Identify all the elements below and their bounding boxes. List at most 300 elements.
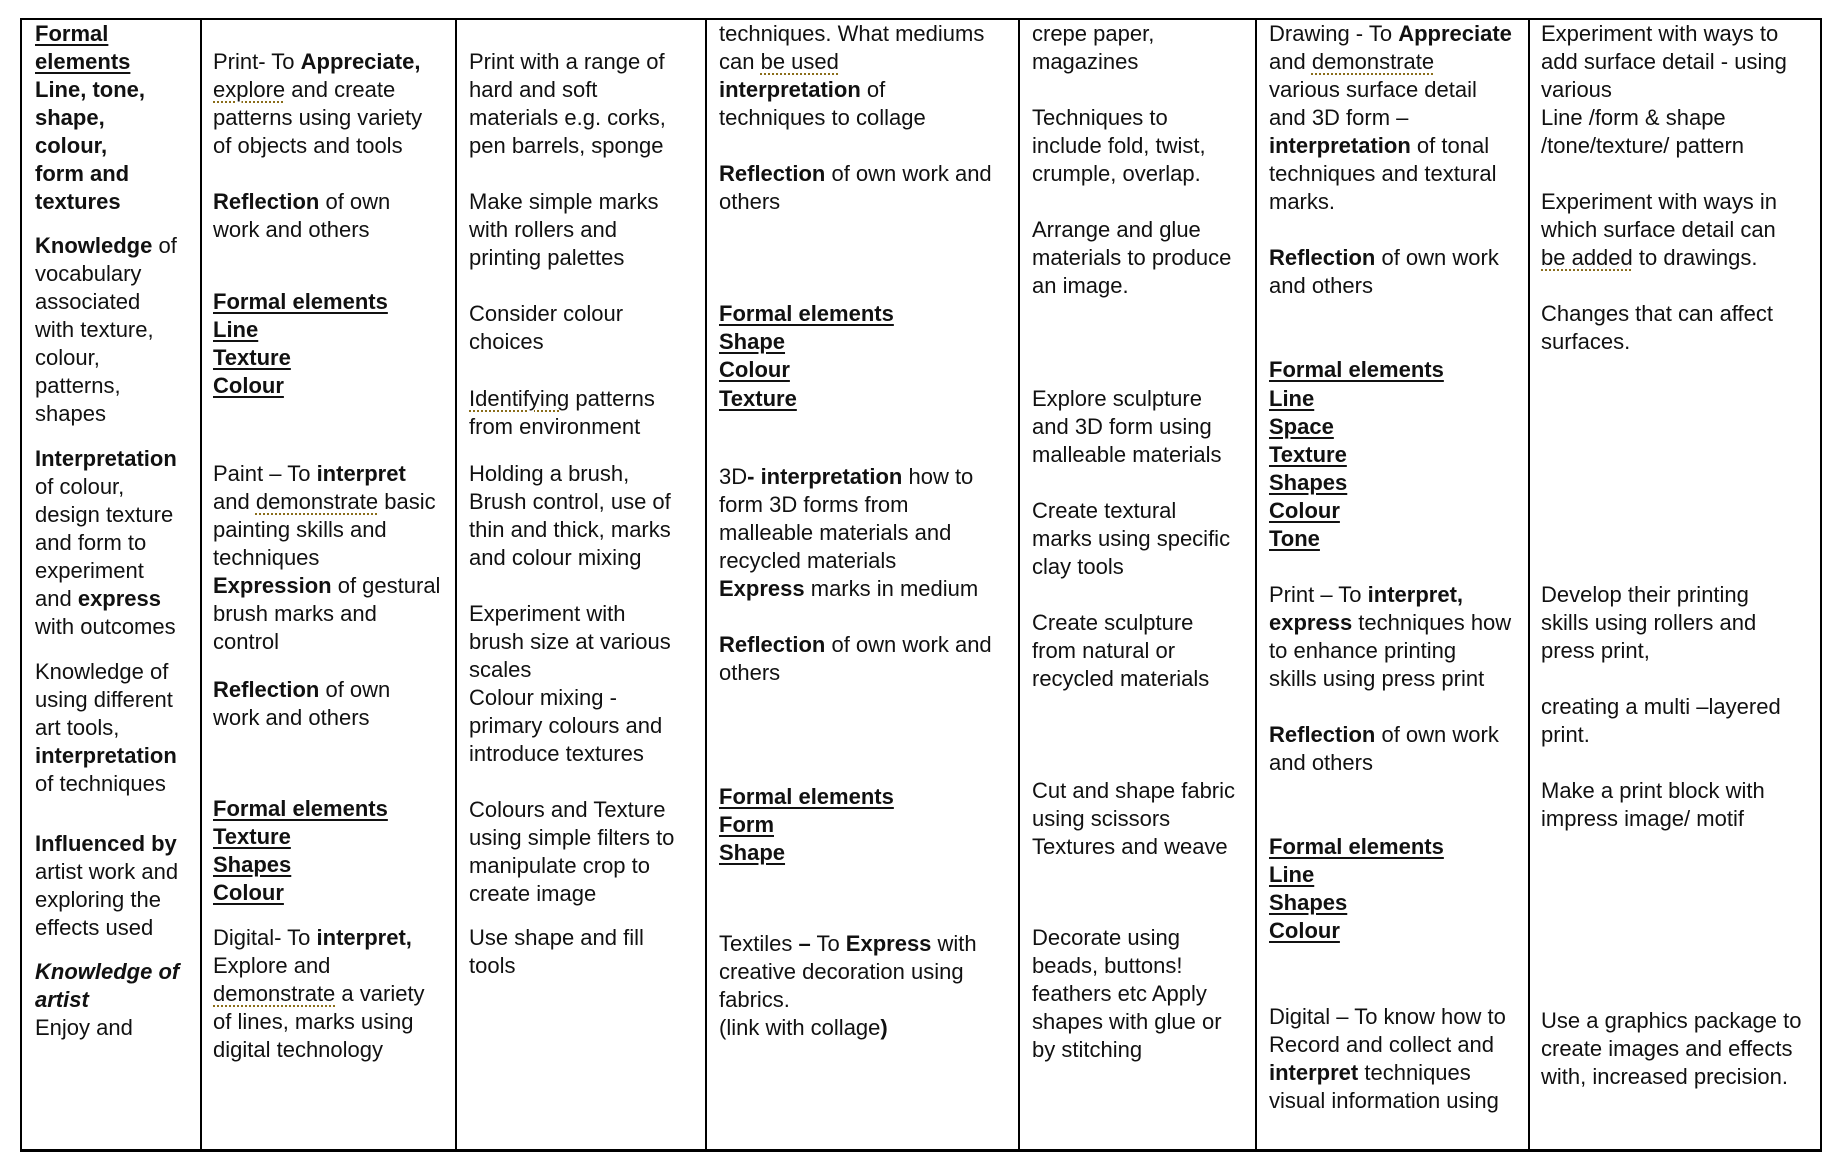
text-run: of own work and: [825, 161, 992, 186]
text-run: impress image/ motif: [1541, 806, 1744, 831]
text-run: demonstrate: [1311, 49, 1435, 74]
text-run: manipulate crop to: [469, 853, 650, 878]
text-run: Line: [1269, 386, 1315, 411]
cell-text-line: [719, 188, 780, 216]
text-run: techniques to collage: [719, 105, 926, 130]
text-run: ): [880, 1015, 888, 1040]
text-run: Create sculpture: [1032, 610, 1194, 635]
cell-text-line: [1269, 749, 1373, 777]
cell-text-line: [1541, 328, 1630, 356]
text-run: Appreciate,: [300, 49, 421, 74]
text-run: Interpretation: [35, 446, 177, 471]
text-run: express: [1269, 610, 1353, 635]
text-run: of own work: [1375, 245, 1499, 270]
cell-text-line: [1269, 833, 1444, 861]
text-run: explore: [213, 77, 286, 102]
text-run: techniques: [213, 545, 320, 570]
cell-text-line: [1032, 553, 1124, 581]
text-run: Reflection: [719, 632, 826, 657]
text-run: patterns,: [35, 373, 121, 398]
cell-text-line: [1032, 525, 1230, 553]
text-run: Line: [1269, 862, 1315, 887]
text-run: Cut and shape fabric: [1032, 778, 1236, 803]
text-run: Space: [1269, 414, 1334, 439]
text-run: creative decoration using: [719, 959, 964, 984]
cell-text-line: [719, 930, 977, 958]
cell-text-line: [469, 488, 671, 516]
cell-text-line: [1269, 469, 1347, 497]
cell-text-line: [1269, 48, 1434, 76]
cell-text-line: [1269, 917, 1340, 945]
text-run: patterns: [569, 386, 655, 411]
cell-text-line: [35, 188, 121, 216]
text-run: of techniques: [35, 771, 166, 796]
cell-text-line: [1269, 76, 1477, 104]
text-run: various: [1541, 77, 1612, 102]
cell-text-line: [719, 631, 992, 659]
cell-text-line: [1032, 441, 1222, 469]
text-run: be used: [760, 49, 839, 74]
text-run: demonstrate: [213, 981, 336, 1006]
text-run: using scissors: [1032, 806, 1171, 831]
text-run: Formal elements: [213, 289, 388, 314]
text-run: Formal elements: [719, 784, 894, 809]
text-run: Formal elements: [1269, 834, 1444, 859]
cell-text-line: [35, 858, 178, 886]
cell-text-line: [1269, 160, 1497, 188]
cell-text-line: [1269, 889, 1347, 917]
cell-text-line: [35, 658, 168, 686]
cell-text-line: [719, 300, 894, 328]
text-run: Reflection: [719, 161, 826, 186]
text-run: introduce textures: [469, 741, 644, 766]
text-run: Formal elements: [1269, 357, 1444, 382]
cell-text-line: [1269, 1003, 1506, 1031]
cell-text-line: [1032, 160, 1201, 188]
cell-text-line: [1541, 721, 1590, 749]
text-run: choices: [469, 329, 544, 354]
text-run: Colour: [213, 880, 284, 905]
text-run: various surface detail: [1269, 77, 1477, 102]
text-run: print.: [1541, 722, 1590, 747]
cell-text-line: [1541, 777, 1765, 805]
text-run: Texture: [213, 345, 291, 370]
cell-text-line: [213, 952, 330, 980]
cell-text-line: [213, 488, 436, 516]
text-run: interpret: [316, 461, 406, 486]
text-run: Changes that can affect: [1541, 301, 1773, 326]
text-run: digital technology: [213, 1037, 384, 1062]
text-run: techniques and textural: [1269, 161, 1497, 186]
text-run: shapes with glue or: [1032, 1009, 1222, 1034]
text-run: techniques. What mediums: [719, 21, 985, 46]
cell-text-line: [213, 879, 284, 907]
cell-text-line: [35, 104, 105, 132]
cell-text-line: [35, 958, 179, 986]
cell-text-line: [1032, 104, 1168, 132]
cell-text-line: [1032, 244, 1231, 272]
cell-text-line: [1032, 385, 1202, 413]
cell-text-line: [1032, 48, 1138, 76]
cell-text-line: [213, 676, 390, 704]
text-run: how to: [902, 464, 974, 489]
cell-text-line: [213, 704, 370, 732]
text-run: and: [35, 586, 78, 611]
text-run: work and others: [213, 705, 370, 730]
cell-text-line: [1269, 1031, 1494, 1059]
text-run: Express: [719, 576, 805, 601]
text-run: Experiment with: [469, 601, 626, 626]
text-run: form and: [35, 161, 130, 186]
text-run: fabrics.: [719, 987, 790, 1012]
text-run: Identifying: [469, 386, 570, 411]
cell-text-line: [35, 260, 141, 288]
text-run: include fold, twist,: [1032, 133, 1206, 158]
text-run: elements: [35, 49, 131, 74]
text-run: printing palettes: [469, 245, 625, 270]
cell-text-line: [35, 132, 107, 160]
cell-text-line: [213, 104, 422, 132]
text-run: and others: [1269, 273, 1373, 298]
text-run: and form to: [35, 530, 147, 555]
text-run: and 3D form –: [1269, 105, 1409, 130]
text-run: Make simple marks: [469, 189, 659, 214]
cell-text-line: [1269, 244, 1499, 272]
cell-text-line: [469, 104, 666, 132]
cell-text-line: [469, 952, 515, 980]
text-run: and create: [285, 77, 396, 102]
cell-text-line: [35, 160, 129, 188]
cell-text-line: [1269, 637, 1456, 665]
text-run: To: [810, 931, 846, 956]
text-run: colour,: [35, 133, 108, 158]
text-run: Texture: [213, 824, 291, 849]
cell-text-line: [35, 613, 176, 641]
cell-text-line: [35, 529, 146, 557]
text-run: Line /form & shape: [1541, 105, 1726, 130]
cell-text-line: [1269, 356, 1444, 384]
text-run: with outcomes: [35, 614, 176, 639]
cell-text-line: [213, 572, 440, 600]
cell-text-line: [469, 48, 665, 76]
cell-text-line: [1032, 833, 1228, 861]
cell-text-line: [1032, 980, 1207, 1008]
text-run: Textures and weave: [1032, 834, 1228, 859]
cell-text-line: [35, 686, 173, 714]
cell-text-line: [35, 48, 130, 76]
text-run: techniques how: [1352, 610, 1512, 635]
text-run: add surface detail - using: [1541, 49, 1787, 74]
cell-text-line: [1269, 413, 1334, 441]
text-run: Textiles: [719, 931, 799, 956]
text-run: experiment: [35, 558, 144, 583]
text-run: Experiment with ways to: [1541, 21, 1779, 46]
text-run: (link with collage: [719, 1015, 881, 1040]
text-run: using simple filters to: [469, 825, 675, 850]
text-run: recycled materials: [719, 548, 897, 573]
text-run: and: [213, 489, 256, 514]
cell-text-line: [719, 519, 951, 547]
text-run: press print,: [1541, 638, 1650, 663]
cell-text-line: [213, 1008, 414, 1036]
cell-text-line: [213, 544, 319, 572]
text-run: patterns using variety: [213, 105, 423, 130]
cell-text-line: [1541, 132, 1744, 160]
text-run: Knowledge of: [35, 959, 180, 984]
cell-text-line: [213, 851, 291, 879]
text-run: of own: [319, 189, 391, 214]
text-run: Shapes: [1269, 470, 1348, 495]
text-run: Techniques to: [1032, 105, 1168, 130]
cell-text-line: [719, 547, 896, 575]
text-run: interpret: [1269, 1060, 1359, 1085]
cell-text-line: [35, 886, 161, 914]
cell-text-line: [213, 628, 279, 656]
cell-text-line: [1541, 693, 1781, 721]
text-run: skills using rollers and: [1541, 610, 1757, 635]
text-run: from natural or: [1032, 638, 1176, 663]
cell-text-line: [1032, 665, 1209, 693]
text-run: marks in medium: [804, 576, 979, 601]
cell-text-line: [719, 20, 984, 48]
cell-text-line: [469, 413, 640, 441]
text-run: interpret,: [316, 925, 412, 950]
cell-text-line: [469, 712, 662, 740]
text-run: brush size at various: [469, 629, 671, 654]
text-run: Texture: [1269, 442, 1347, 467]
cell-text-line: [469, 740, 644, 768]
text-run: of tonal: [1410, 133, 1490, 158]
text-run: an image.: [1032, 273, 1129, 298]
text-run: Arrange and glue: [1032, 217, 1201, 242]
text-run: interpretation: [35, 743, 177, 768]
text-run: crepe paper,: [1032, 21, 1155, 46]
text-run: Create textural: [1032, 498, 1177, 523]
cell-text-line: [1541, 1007, 1802, 1035]
cell-text-line: [1032, 1008, 1222, 1036]
text-run: Experiment with ways in: [1541, 189, 1777, 214]
cell-text-line: [1269, 132, 1489, 160]
cell-text-line: [1541, 48, 1787, 76]
cell-text-line: [469, 880, 596, 908]
text-run: with texture,: [35, 317, 154, 342]
text-run: magazines: [1032, 49, 1139, 74]
cell-text-line: [719, 659, 780, 687]
cell-text-line: [1032, 272, 1129, 300]
text-run: malleable materials and: [719, 520, 952, 545]
cell-text-line: [35, 344, 100, 372]
text-run: of objects and tools: [213, 133, 403, 158]
text-run: Formal: [35, 21, 109, 46]
cell-text-line: [35, 770, 166, 798]
text-run: exploring the: [35, 887, 161, 912]
cell-text-line: [1269, 581, 1463, 609]
cell-text-line: [469, 300, 623, 328]
text-run: Print with a range of: [469, 49, 665, 74]
text-run: Brush control, use of: [469, 489, 671, 514]
text-run: Digital – To know how to: [1269, 1004, 1506, 1029]
cell-text-line: [1269, 1059, 1471, 1087]
cell-text-line: [1032, 216, 1201, 244]
cell-text-line: [213, 216, 370, 244]
cell-text-line: [469, 460, 629, 488]
text-run: Holding a brush,: [469, 461, 630, 486]
cell-text-line: [1541, 581, 1749, 609]
text-run: Shape: [719, 329, 786, 354]
text-run: artist: [35, 987, 89, 1012]
text-run: visual information using: [1269, 1088, 1499, 1113]
text-run: Colour: [719, 357, 790, 382]
cell-text-line: [35, 742, 177, 770]
text-run: Colour: [1269, 918, 1340, 943]
text-run: Shapes: [213, 852, 292, 877]
text-run: shapes: [35, 401, 106, 426]
cell-text-line: [1269, 385, 1314, 413]
cell-text-line: [719, 491, 908, 519]
cell-text-line: [213, 372, 284, 400]
text-run: Colour: [1269, 498, 1340, 523]
text-run: Formal elements: [213, 796, 388, 821]
cell-text-line: [469, 216, 617, 244]
text-run: by stitching: [1032, 1037, 1143, 1062]
cell-text-line: [1541, 1063, 1788, 1091]
cell-text-line: [719, 104, 926, 132]
text-run: pen barrels, sponge: [469, 133, 664, 158]
text-run: skills using press print: [1269, 666, 1485, 691]
text-run: colour,: [35, 345, 100, 370]
text-run: others: [719, 189, 781, 214]
cell-text-line: [469, 824, 674, 852]
text-run: Print – To: [1269, 582, 1368, 607]
column-divider: [1018, 18, 1020, 1152]
text-run: Line: [213, 317, 259, 342]
text-run: basic: [378, 489, 436, 514]
cell-text-line: [213, 316, 258, 344]
text-run: brush marks and: [213, 601, 377, 626]
cell-text-line: [719, 958, 964, 986]
text-run: Colour mixing -: [469, 685, 617, 710]
text-run: Tone: [1269, 526, 1320, 551]
text-run: express: [77, 586, 162, 611]
text-run: interpret,: [1367, 582, 1464, 607]
text-run: create images and effects: [1541, 1036, 1793, 1061]
cell-text-line: [719, 839, 785, 867]
text-run: associated: [35, 289, 141, 314]
cell-text-line: [35, 1014, 133, 1042]
cell-text-line: [719, 1014, 888, 1042]
text-run: Consider colour: [469, 301, 624, 326]
text-run: primary colours and: [469, 713, 663, 738]
text-run: Enjoy and: [35, 1015, 133, 1040]
text-run: and others: [1269, 750, 1373, 775]
text-run: Colours and Texture: [469, 797, 666, 822]
cell-text-line: [35, 20, 108, 48]
cell-text-line: [1269, 497, 1340, 525]
cell-text-line: [719, 986, 790, 1014]
cell-text-line: [1032, 952, 1182, 980]
column-divider: [455, 18, 457, 1152]
text-run: with, increased precision.: [1541, 1064, 1789, 1089]
text-run: Line, tone,: [35, 77, 145, 102]
text-run: of own: [319, 677, 391, 702]
text-run: using different: [35, 687, 173, 712]
cell-text-line: [213, 600, 377, 628]
text-run: Digital- To: [213, 925, 317, 950]
text-run: control: [213, 629, 280, 654]
column-divider: [1528, 18, 1530, 1152]
text-run: Use a graphics package to: [1541, 1008, 1802, 1033]
text-run: Print- To: [213, 49, 301, 74]
column-divider: [1255, 18, 1257, 1152]
cell-text-line: [213, 48, 420, 76]
cell-text-line: [1032, 609, 1193, 637]
text-run: feathers etc Apply: [1032, 981, 1207, 1006]
text-run: from environment: [469, 414, 641, 439]
cell-text-line: [1032, 1036, 1142, 1064]
cell-text-line: [35, 585, 161, 613]
text-run: 3D: [719, 464, 748, 489]
cell-text-line: [719, 48, 839, 76]
text-run: recycled materials: [1032, 666, 1210, 691]
cell-text-line: [213, 516, 387, 544]
text-run: hard and soft: [469, 77, 598, 102]
cell-text-line: [213, 795, 388, 823]
text-run: clay tools: [1032, 554, 1124, 579]
cell-text-line: [1269, 721, 1499, 749]
cell-text-line: [213, 460, 406, 488]
text-run: Knowledge of: [35, 659, 169, 684]
text-run: Decorate using: [1032, 925, 1180, 950]
cell-text-line: [213, 132, 403, 160]
text-run: surfaces.: [1541, 329, 1631, 354]
cell-text-line: [1032, 413, 1212, 441]
text-run: Explore and: [213, 953, 331, 978]
cell-text-line: [1269, 188, 1335, 216]
text-run: and: [1269, 49, 1312, 74]
cell-text-line: [1032, 805, 1170, 833]
cell-text-line: [719, 783, 894, 811]
cell-text-line: [1269, 1087, 1499, 1115]
cell-text-line: [1032, 497, 1176, 525]
text-run: creating a multi –layered: [1541, 694, 1781, 719]
text-run: of own work: [1375, 722, 1499, 747]
text-run: /tone/texture/ pattern: [1541, 133, 1745, 158]
text-run: Explore sculpture: [1032, 386, 1202, 411]
text-run: Reflection: [213, 189, 320, 214]
text-run: shape,: [35, 105, 105, 130]
cell-text-line: [1541, 188, 1777, 216]
cell-text-line: [213, 76, 395, 104]
text-run: Record and collect and: [1269, 1032, 1495, 1057]
text-run: be added: [1541, 245, 1633, 270]
text-run: marks.: [1269, 189, 1335, 214]
text-run: malleable materials: [1032, 442, 1222, 467]
cell-text-line: [469, 600, 626, 628]
cell-text-line: [469, 628, 671, 656]
text-run: materials e.g. corks,: [469, 105, 666, 130]
text-run: of own work and: [825, 632, 992, 657]
cell-text-line: [35, 557, 144, 585]
cell-text-line: [719, 160, 992, 188]
cell-text-line: [35, 714, 119, 742]
cell-text-line: [469, 76, 597, 104]
cell-text-line: [469, 684, 617, 712]
cell-text-line: [1269, 20, 1512, 48]
cell-text-line: [1541, 20, 1778, 48]
text-run: can: [719, 49, 761, 74]
cell-text-line: [213, 980, 425, 1008]
cell-text-line: [1541, 609, 1756, 637]
